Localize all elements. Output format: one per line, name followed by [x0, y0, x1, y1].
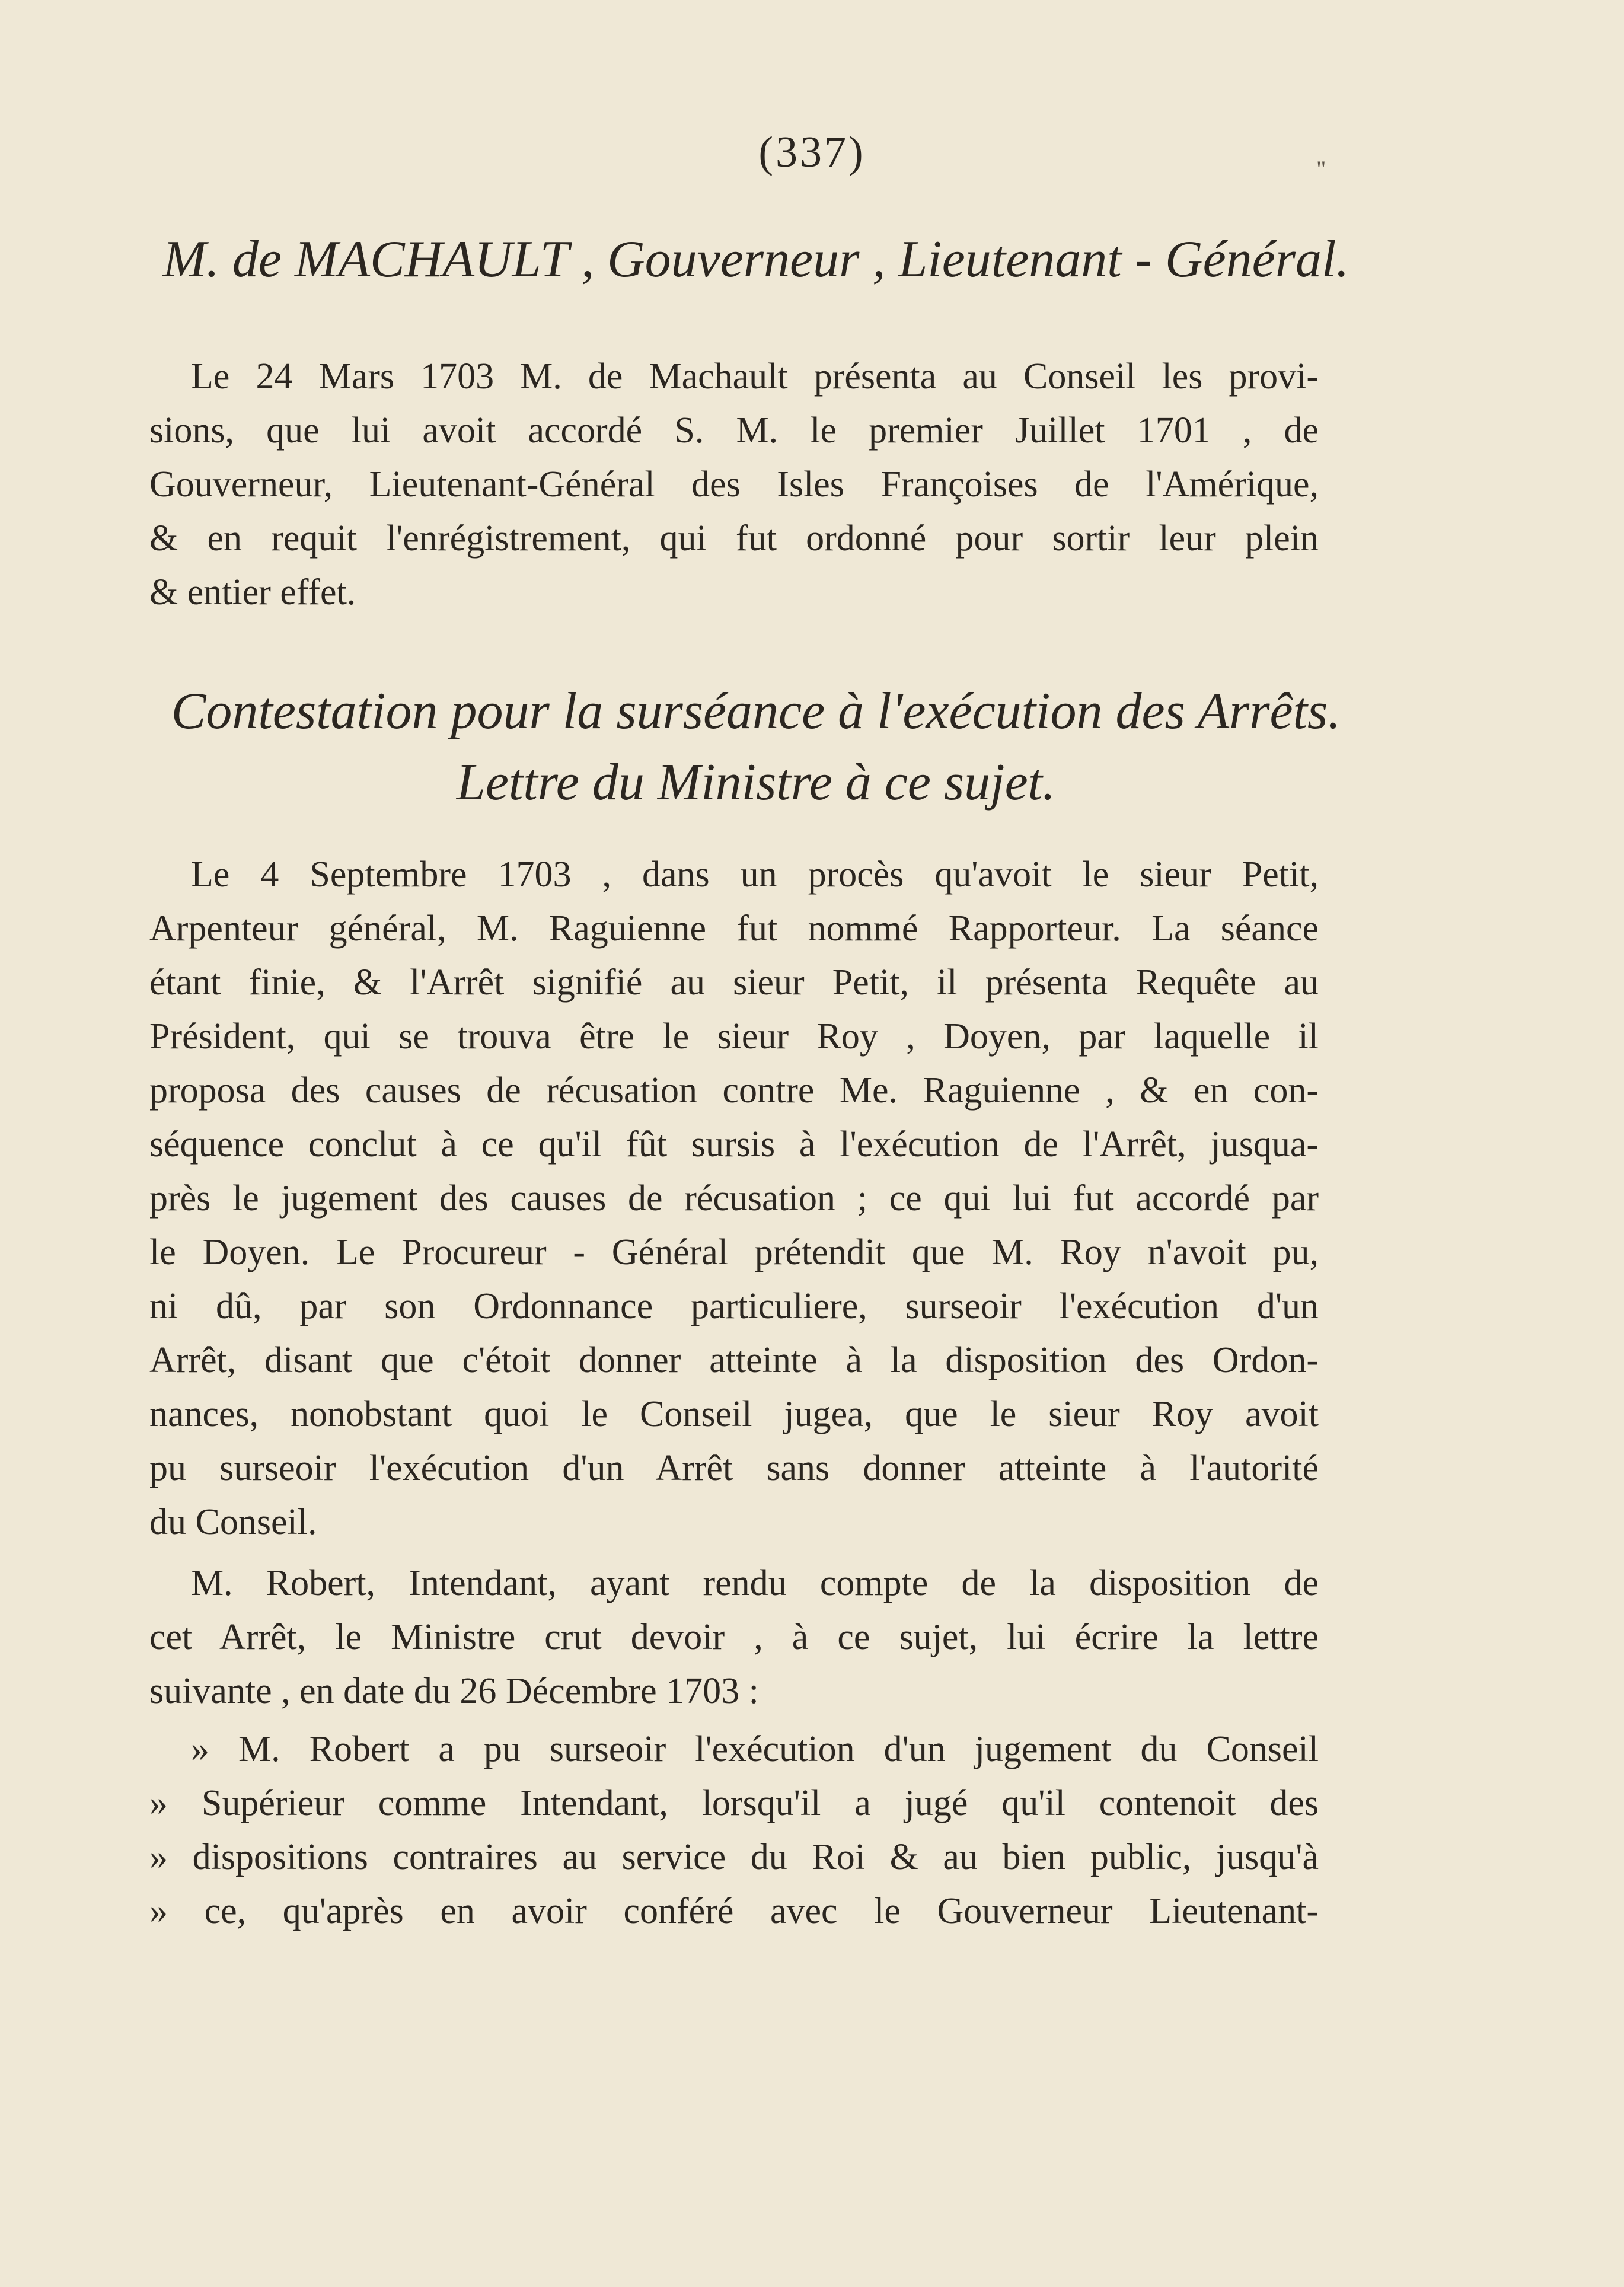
text-line: Le 24 Mars 1703 M. de Machault présenta au Conseil les provi- — [191, 356, 1319, 397]
corner-mark: " — [1316, 156, 1326, 183]
text-line: » M. Robert a pu surseoir l'exécution d'un jugement du Conseil — [191, 1729, 1319, 1769]
heading-line: Contestation pour la surséance à l'exécution des Arrêts. — [171, 682, 1341, 740]
text-line: suivante , en date du 26 Décembre 1703 : — [149, 1671, 759, 1711]
text-line: du Conseil. — [149, 1502, 317, 1542]
text-line: proposa des causes de récusation contre Me. Raguienne , & en con- — [149, 1070, 1319, 1111]
text-line: » ce, qu'après en avoir conféré avec le Gouverneur Lieutenant- — [149, 1891, 1319, 1931]
text-line: près le jugement des causes de récusation ; ce qui lui fut accordé par — [149, 1178, 1319, 1219]
paragraph-provisions — [149, 350, 1319, 620]
paragraph-proces-petit — [149, 848, 1319, 1549]
page-number: (337) — [758, 128, 866, 177]
text-line: sions, que lui avoit accordé S. M. le premier Juillet 1701 , de — [149, 410, 1319, 451]
paragraph-robert-compte — [149, 1556, 1319, 1718]
text-line: séquence conclut à ce qu'il fût sursis à l'exécution de l'Arrêt, jusqua- — [149, 1124, 1319, 1165]
text-line: étant finie, & l'Arrêt signifié au sieur Petit, il présenta Requête au — [149, 962, 1319, 1003]
text-line: Gouverneur, Lieutenant-Général des Isles Françoises de l'Amérique, — [149, 464, 1319, 505]
heading-line: Lettre du Ministre à ce sujet. — [456, 754, 1056, 811]
text-line: Arpenteur général, M. Raguienne fut nommé Rapporteur. La séance — [149, 908, 1319, 949]
text-line: & en requit l'enrégistrement, qui fut ordonné pour sortir leur plein — [149, 518, 1319, 559]
text-line: & entier effet. — [149, 572, 356, 613]
text-line: Le 4 Septembre 1703 , dans un procès qu'avoit le sieur Petit, — [191, 854, 1319, 895]
text-line: pu surseoir l'exécution d'un Arrêt sans donner atteinte à l'autorité — [149, 1448, 1319, 1488]
section-heading-machault — [148, 224, 1364, 295]
text-line: le Doyen. Le Procureur - Général prétendit que M. Roy n'avoit pu, — [149, 1232, 1319, 1272]
text-line: » dispositions contraires au service du Roi & au bien public, jusqu'à — [149, 1837, 1319, 1877]
text-line: Président, qui se trouva être le sieur Roy , Doyen, par laquelle il — [149, 1016, 1319, 1057]
text-line: Arrêt, disant que c'étoit donner atteinte à la disposition des Ordon- — [149, 1340, 1319, 1380]
text-line: » Supérieur comme Intendant, lorsqu'il a jugé qu'il contenoit des — [149, 1783, 1319, 1823]
paragraph-lettre-ministre — [149, 1723, 1319, 1938]
text-line: cet Arrêt, le Ministre crut devoir , à ce sujet, lui écrire la lettre — [149, 1617, 1319, 1657]
heading-line: M. de MACHAULT , Gouverneur , Lieutenant - Général. — [162, 231, 1349, 288]
text-line: M. Robert, Intendant, ayant rendu compte de la disposition de — [191, 1563, 1319, 1603]
section-heading-contestation — [148, 676, 1364, 818]
text-line: ni dû, par son Ordonnance particuliere, surseoir l'exécution d'un — [149, 1286, 1319, 1326]
text-line: nances, nonobstant quoi le Conseil jugea, que le sieur Roy avoit — [149, 1394, 1319, 1434]
